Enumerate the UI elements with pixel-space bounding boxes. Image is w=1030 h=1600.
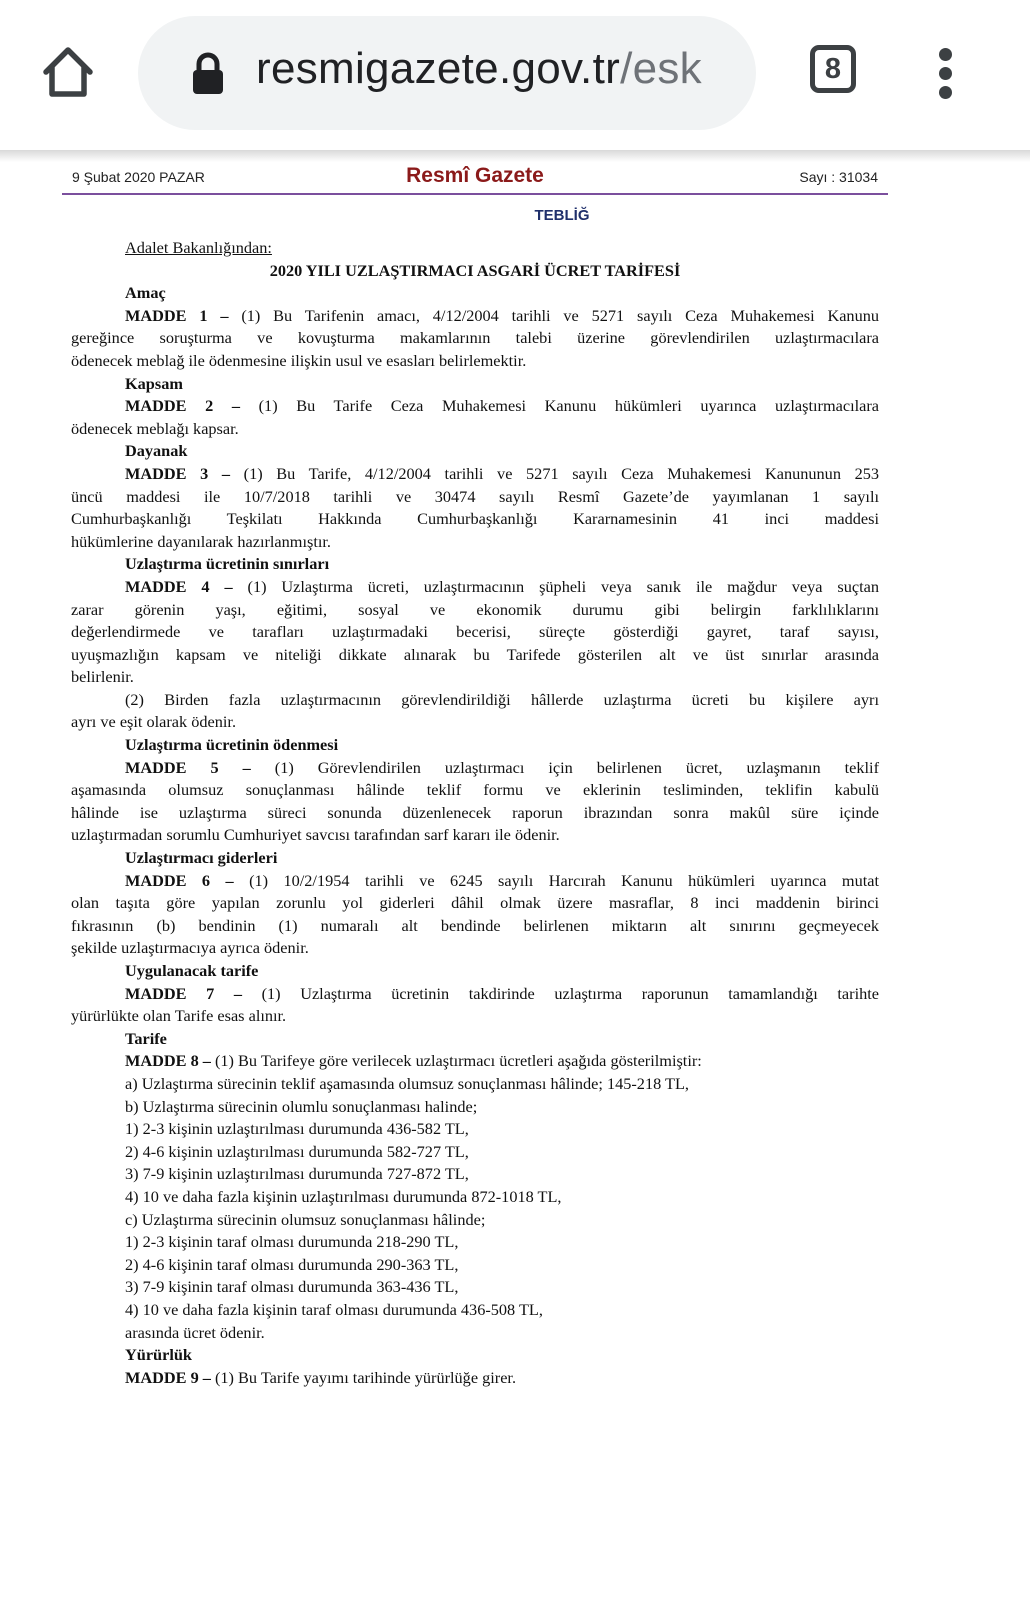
address-bar[interactable] [138,16,756,130]
gazette-header [62,165,888,195]
tab-count: 8 [824,52,842,85]
heading-dayanak: Dayanak [125,441,188,461]
heading-yururluk: Yürürlük [125,1345,192,1365]
article-label: MADDE 3 – [125,463,231,483]
text-line [71,463,879,486]
url-domain: resmigazete.gov.tr [256,44,621,93]
text-span: (1) Uzlaştırma ücretinin takdirinde uzlaştırma raporunun tamamlandığı tarihte [242,983,879,1003]
list-item: 2) 4-6 kişinin uzlaştırılması durumunda 582-727 TL, [125,1141,469,1161]
text-line [71,870,879,893]
text-line: hükümlerine dayanılarak hazırlanmıştır. [71,531,331,551]
more-vert-icon[interactable] [934,48,958,100]
list-item: 4) 10 ve daha fazla kişinin taraf olması durumunda 436-508 TL, [125,1299,543,1319]
text-span: (1) Bu Tarife, 4/12/2004 tarihli ve 5271 sayılı Ceza Muhakemesi Kanununun 253 [230,463,879,483]
text-span: (1) 10/2/1954 tarihli ve 6245 sayılı Harcırah Kanunu hükümleri uyarınca mutat [233,870,879,890]
menu-dot [939,48,952,61]
text-line: hâlinde ise uzlaştırma süreci sonunda düzenlenecek raporun ibrazından sonra makûl süre içinde [71,802,879,822]
heading-uygulanacak: Uygulanacak tarife [125,961,259,980]
text-line [71,1050,879,1073]
url-text [256,44,702,94]
text-line: gereğince soruşturma ve kovuşturma makamlarının talebi üzerine görevlendirilen uzlaştırmacılara [71,328,879,348]
text-span: (1) Bu Tarifenin amacı, 4/12/2004 tarihli ve 5271 sayılı Ceza Muhakemesi Kanunu [228,305,879,325]
document-title: 2020 YILI UZLAŞTIRMACI ASGARİ ÜCRET TARİFESİ [269,260,681,280]
article-label: MADDE 8 – [125,1051,211,1071]
browser-toolbar [0,0,1030,150]
text-line [71,1367,879,1390]
text-span: (1) Bu Tarifeye göre verilecek uzlaştırmacı ücretleri aşağıda gösterilmiştir: [210,1051,702,1071]
list-item: arasında ücret ödenir. [125,1322,265,1342]
list-item: 1) 2-3 kişinin taraf olması durumunda 218-290 TL, [125,1232,459,1252]
text-line: (2) Birden fazla uzlaştırmacının görevlendirildiği hâllerde uzlaştırma ücreti bu kişilere ayrı [125,689,879,709]
gazette-date: 9 Şubat 2020 PAZAR [72,169,205,185]
section-title: TEBLİĞ [534,207,590,224]
list-item: a) Uzlaştırma sürecinin teklif aşamasında olumsuz sonuçlanması hâlinde; 145-218 TL, [125,1073,689,1093]
ministry-line: Adalet Bakanlığından: [125,238,272,257]
text-line: belirlenir. [71,667,134,687]
lock-icon [190,52,226,96]
article-label: MADDE 5 – [125,757,251,777]
article-label: MADDE 7 – [125,983,242,1003]
text-line: olan taşıta göre yapılan zorunlu yol giderleri dâhil olmak üzere masraflar, 8 inci maddenin birinci [71,893,879,913]
text-span: (1) Görevlendirilen uzlaştırmacı için belirlenen ücret, uzlaşmanın teklif [250,757,880,777]
article-label: MADDE 4 – [125,576,233,596]
list-item: 4) 10 ve daha fazla kişinin uzlaştırılması durumunda 872-1018 TL, [125,1186,562,1206]
article-label: MADDE 6 – [125,870,234,890]
text-line [71,757,879,780]
article-label: MADDE 2 – [125,396,241,416]
heading-sinirlar: Uzlaştırma ücretinin sınırları [125,554,330,574]
text-line: yürürlükte olan Tarife esas alınır. [71,1006,287,1026]
text-line: şekilde uzlaştırmacıya ayrıca ödenir. [71,938,309,958]
list-item: 3) 7-9 kişinin uzlaştırılması durumunda 727-872 TL, [125,1164,469,1184]
text-line [71,305,879,328]
gazette-issue: Sayı : 31034 [799,169,878,185]
text-line: ayrı ve eşit olarak ödenir. [71,712,237,732]
menu-dot [939,86,952,99]
text-line: değerlendirmede ve tarafları uzlaştırmadaki becerisi, süreçte gösterdiği gayret, taraf sayısı, [71,622,879,642]
url-path: /esk [620,44,702,93]
gazette-title: Resmî Gazete [406,164,544,187]
text-line [71,983,879,1006]
document-body [71,237,879,1389]
tab-switcher-icon[interactable] [810,45,856,93]
toolbar-shadow [0,150,1030,162]
text-line: uzlaştırmadan sorumlu Cumhuriyet savcısı tarafından sarf kararı ile ödenir. [71,825,560,845]
list-item: b) Uzlaştırma sürecinin olumlu sonuçlanması halinde; [125,1096,478,1116]
text-span: (1) Bu Tarife yayımı tarihinde yürürlüğe girer. [210,1367,517,1387]
list-item: 1) 2-3 kişinin uzlaştırılması durumunda 436-582 TL, [125,1119,469,1139]
text-line [71,395,879,418]
article-label: MADDE 9 – [125,1367,211,1387]
text-line: uyuşmazlığın kapsam ve niteliği dikkate alınarak bu Tarifede gösterilen alt ve üst sınırlar arasında [71,644,879,664]
text-line: aşamasında olumsuz sonuçlanması hâlinde teklif formu ve eklerinin tesliminden, teklifin kabulü [71,780,879,800]
text-line: ödenecek meblağı kapsar. [71,418,239,438]
home-icon[interactable] [40,44,96,100]
list-item: 3) 7-9 kişinin taraf olması durumunda 363-436 TL, [125,1277,459,1297]
heading-amac: Amaç [125,283,166,303]
article-label: MADDE 1 – [125,305,229,325]
heading-giderler: Uzlaştırmacı giderleri [125,848,278,868]
menu-dot [939,67,952,80]
text-line [71,576,879,599]
text-line: üncü maddesi ile 10/7/2018 tarihli ve 30474 sayılı Resmî Gazete’de yayımlanan 1 sayılı [71,486,879,506]
text-span: (1) Uzlaştırma ücreti, uzlaştırmacının şüpheli veya sanık ile mağdur veya suçtan [232,576,880,596]
heading-kapsam: Kapsam [125,373,183,393]
heading-tarife: Tarife [125,1028,167,1048]
text-line: ödenecek meblağ ile ödenmesine ilişkin usul ve esasları belirlemektir. [71,350,527,370]
text-span: (1) Bu Tarife Ceza Muhakemesi Kanunu hükümleri uyarınca uzlaştırmacılara [240,396,879,416]
list-item: 2) 4-6 kişinin taraf olması durumunda 290-363 TL, [125,1254,459,1274]
heading-odenmesi: Uzlaştırma ücretinin ödenmesi [125,735,339,755]
text-line: fıkrasının (b) bendinin (1) numaralı alt bendinde belirlenen miktarın alt sınırını geçmeyecek [71,915,879,935]
list-item: c) Uzlaştırma sürecinin olumsuz sonuçlanması hâlinde; [125,1209,486,1229]
text-line: zarar görenin yaşı, eğitimi, sosyal ve ekonomik durumu gibi belirgin farklılıklarını [71,599,879,619]
text-line: Cumhurbaşkanlığı Teşkilatı Hakkında Cumhurbaşkanlığı Kararnamesinin 41 inci maddesi [71,509,879,529]
